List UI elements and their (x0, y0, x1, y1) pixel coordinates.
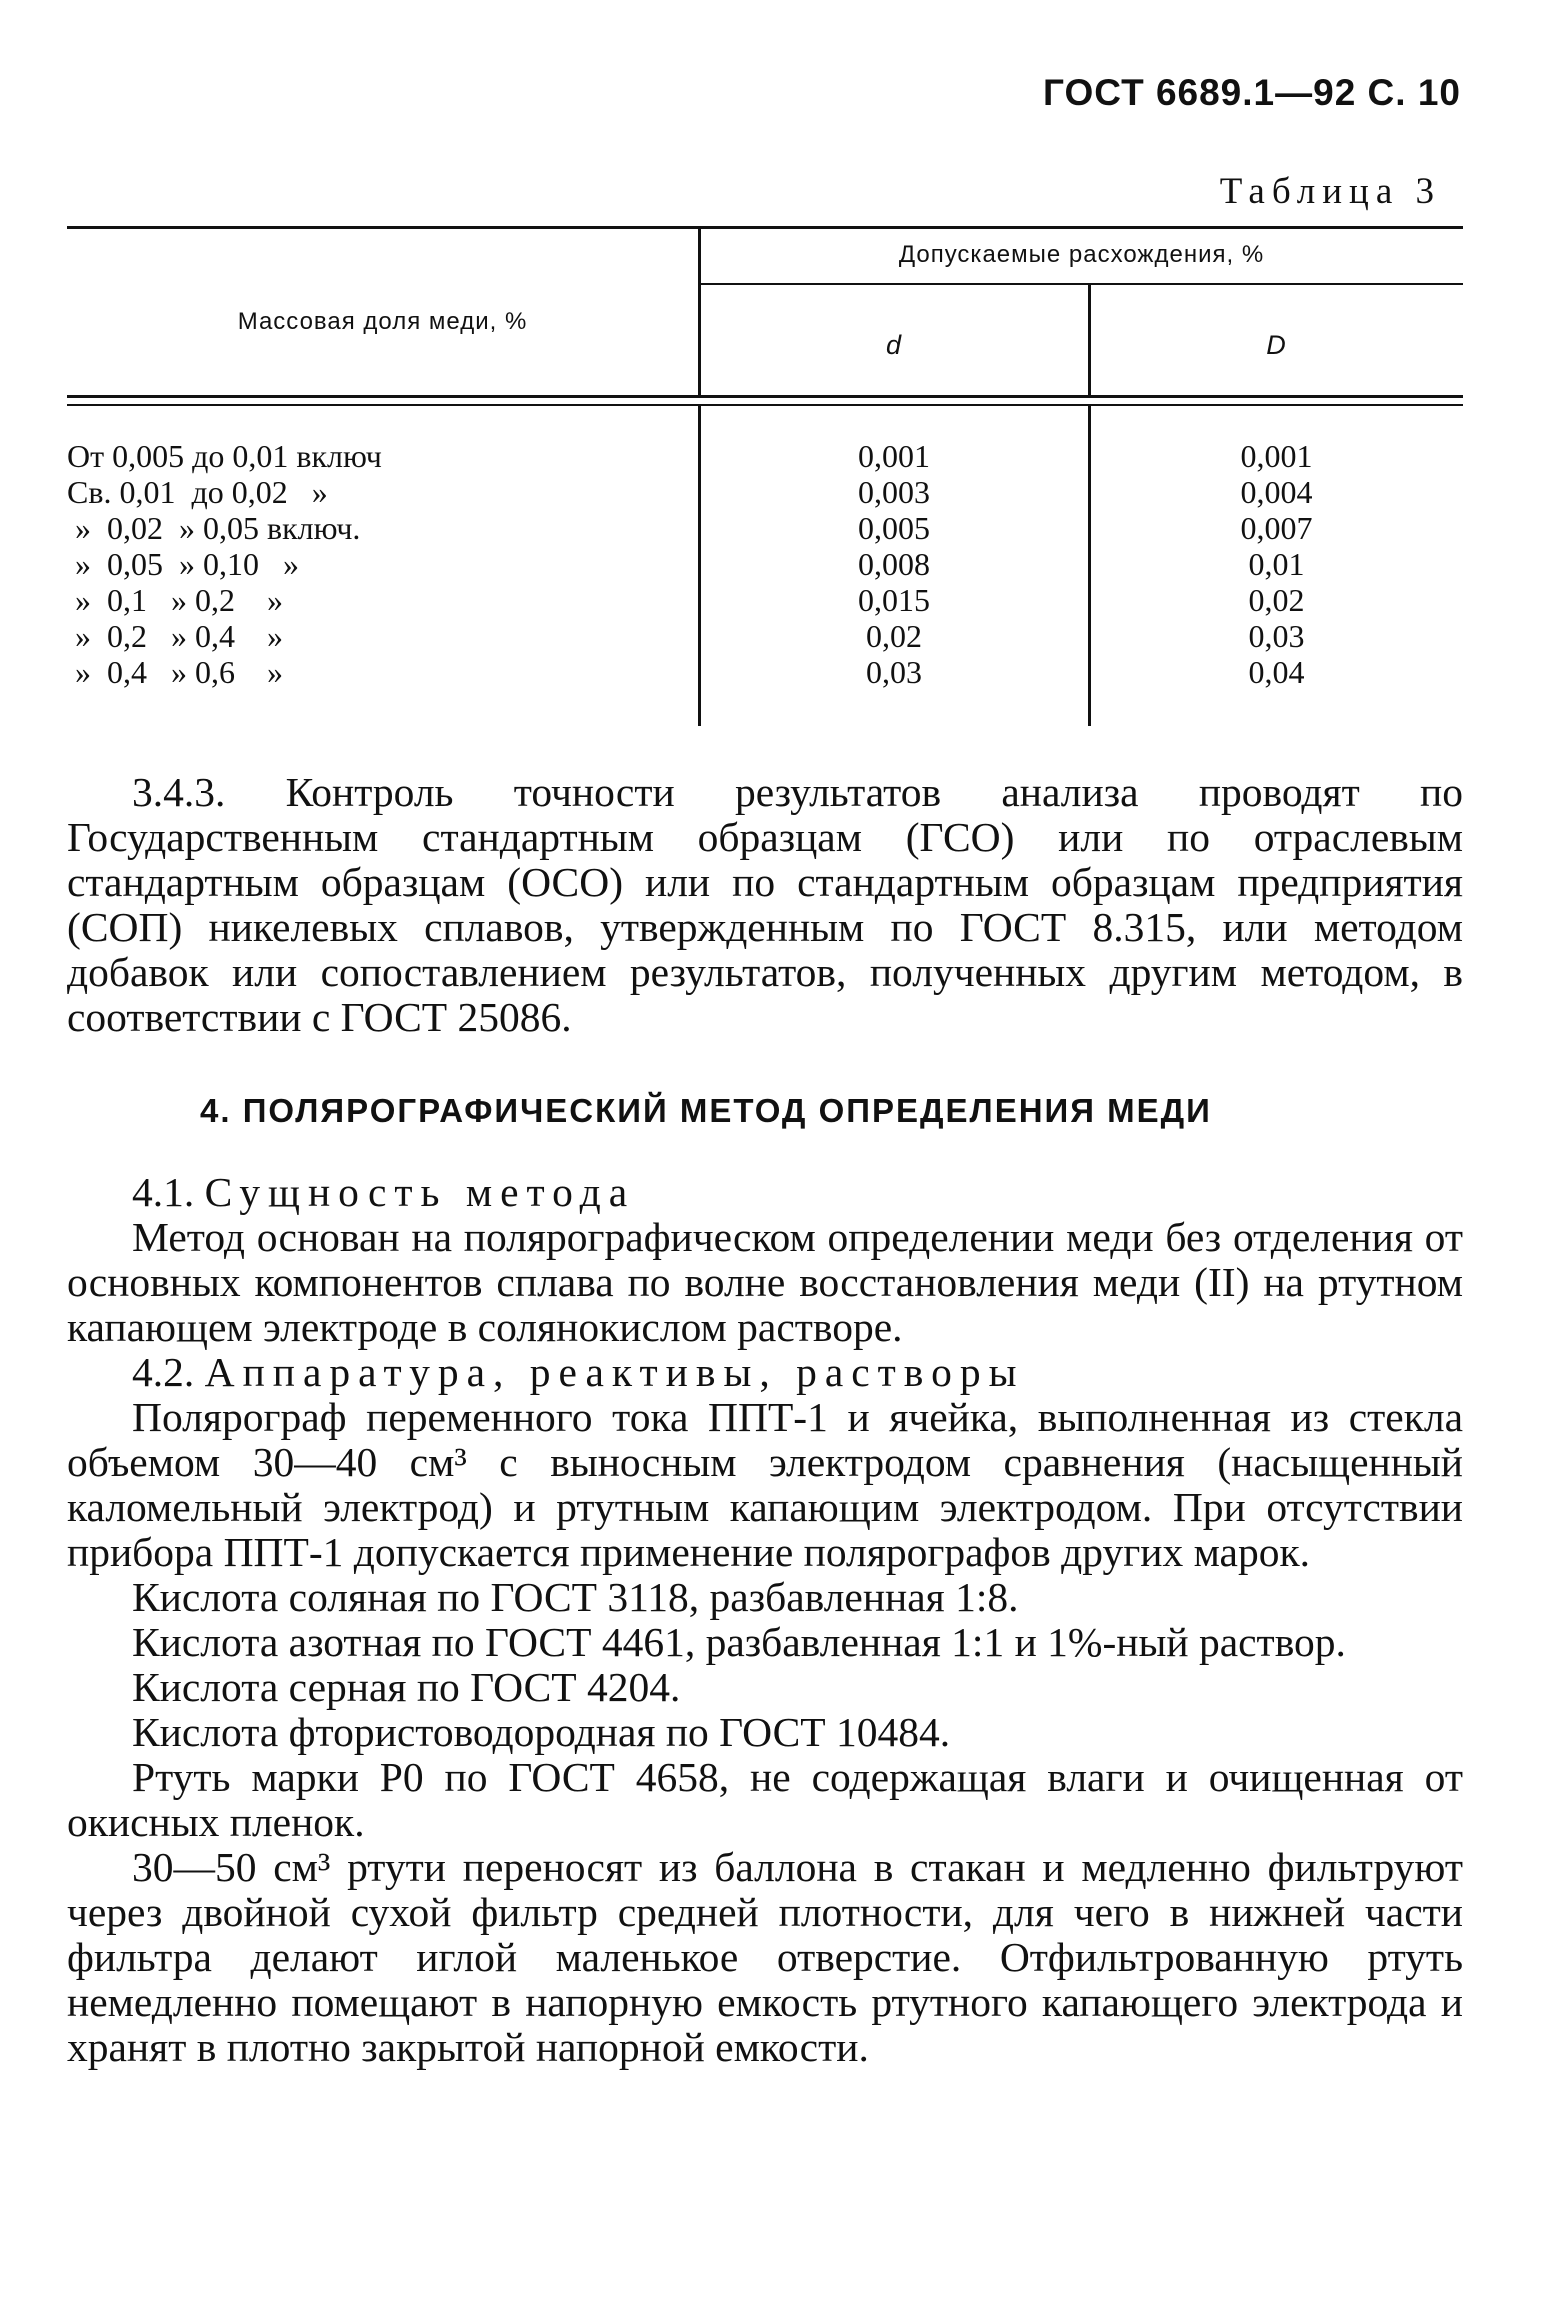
paragraph-3-4-3: 3.4.3. Контроль точности результатов анализа проводят по Государственным стандартным образцам (ГСО) или по отраслевым стандартным образцам (ОСО) или по стандартным образцам предприятия (СОП) никелевых сплавов, утвержденным по ГОСТ 8.315, или методом добавок или сопоставлением результатов, полученных другим методом, в соответствии с ГОСТ 25086. (67, 769, 1463, 1040)
subsection-4-2-heading (67, 1350, 1463, 1395)
table-cell-range: От 0,005 до 0,01 включ (67, 438, 382, 474)
table-cell-range: » 0,05 » 0,10 » (67, 546, 299, 582)
table-cell-D: 0,04 (1248, 654, 1305, 690)
table-cell-range: Св. 0,01 до 0,02 » (67, 474, 328, 510)
column-D (1090, 438, 1463, 690)
table-cell-range: » 0,1 » 0,2 » (67, 582, 283, 618)
paragraph-4-2-mercury: Ртуть марки Р0 по ГОСТ 4658, не содержащая влаги и очищенная от окисных пленок. (67, 1754, 1463, 1845)
table-cell-range: » 0,2 » 0,4 » (67, 618, 283, 654)
table-cell-D: 0,01 (1248, 546, 1305, 582)
table-cell-D: 0,02 (1248, 582, 1305, 618)
table-cell-D: 0,001 (1240, 438, 1313, 474)
table-cell-range: » 0,4 » 0,6 » (67, 654, 283, 690)
table-cell-d: 0,005 (858, 510, 930, 546)
header-bottom-rule-1 (67, 395, 1463, 398)
subsection-4-1-heading (67, 1170, 1463, 1215)
table-cell-d: 0,003 (858, 474, 930, 510)
subsection-4-2-title: Аппаратура, реактивы, растворы (204, 1349, 1025, 1395)
header-allowed-differences: Допускаемые расхождения, % (898, 241, 1265, 268)
subsection-4-1-title: Сущность метода (204, 1169, 636, 1215)
table-cell-d: 0,015 (858, 582, 930, 618)
paragraph-4-2-mercury-filtering: 30—50 см³ ртути переносят из баллона в стакан и медленно фильтруют через двойной сухой фильтр средней плотности, для чего в нижней части фильтра делают иглой маленькое отверстие. Отфильтрованную ртуть немедленно помещают в напорную емкость ртутного капающего электрода и хранят в плотно закрытой напорной емкости. (67, 1844, 1463, 2070)
table-cell-d: 0,008 (858, 546, 930, 582)
table-cell-d: 0,001 (858, 438, 930, 474)
paragraph-4-2-h2so4: Кислота серная по ГОСТ 4204. (132, 1664, 681, 1710)
subsection-4-1-number: 4.1. (132, 1169, 195, 1215)
section-4-body (67, 1170, 1463, 2070)
table-caption: Таблица 3 (1219, 171, 1441, 212)
page-header: ГОСТ 6689.1—92 С. 10 (1043, 72, 1461, 113)
paragraph-4-2-hcl: Кислота соляная по ГОСТ 3118, разбавленная 1:8. (132, 1574, 1019, 1620)
column-mass-fraction (67, 438, 687, 690)
paragraph-3-4-3-block (67, 770, 1463, 1040)
group-header-rule (700, 283, 1463, 285)
paragraph-4-2-hno3: Кислота азотная по ГОСТ 4461, разбавленная 1:1 и 1%-ный раствор. (132, 1619, 1346, 1665)
header-mass-fraction: Массовая доля меди, % (237, 308, 528, 335)
table-cell-d: 0,02 (866, 618, 922, 654)
header-bottom-rule-2 (67, 404, 1463, 406)
column-d (700, 438, 1088, 690)
section-4-heading: 4. ПОЛЯРОГРАФИЧЕСКИЙ МЕТОД ОПРЕДЕЛЕНИЯ МЕДИ (200, 1092, 1212, 1129)
header-d: d (885, 330, 903, 360)
table-top-rule (67, 226, 1463, 229)
table-cell-range: » 0,02 » 0,05 включ. (67, 510, 361, 546)
table-cell-d: 0,03 (866, 654, 922, 690)
paragraph-4-2-apparatus: Полярограф переменного тока ППТ-1 и ячейка, выполненная из стекла объемом 30—40 см³ с выносным электродом сравнения (насыщенный каломельный электрод) и ртутным капающим электродом. При отсутствии прибора ППТ-1 допускается применение полярографов других марок. (67, 1394, 1463, 1575)
table-cell-D: 0,007 (1240, 510, 1313, 546)
table-cell-D: 0,004 (1240, 474, 1313, 510)
table-cell-D: 0,03 (1248, 618, 1305, 654)
paragraph-4-2-hf: Кислота фтористоводородная по ГОСТ 10484. (132, 1709, 951, 1755)
paragraph-4-1: Метод основан на полярографическом определении меди без отделения от основных компонентов сплава по волне восстановления меди (II) на ртутном капающем электроде в солянокислом растворе. (67, 1214, 1463, 1350)
header-D: D (1266, 330, 1287, 360)
subsection-4-2-number: 4.2. (132, 1349, 195, 1395)
